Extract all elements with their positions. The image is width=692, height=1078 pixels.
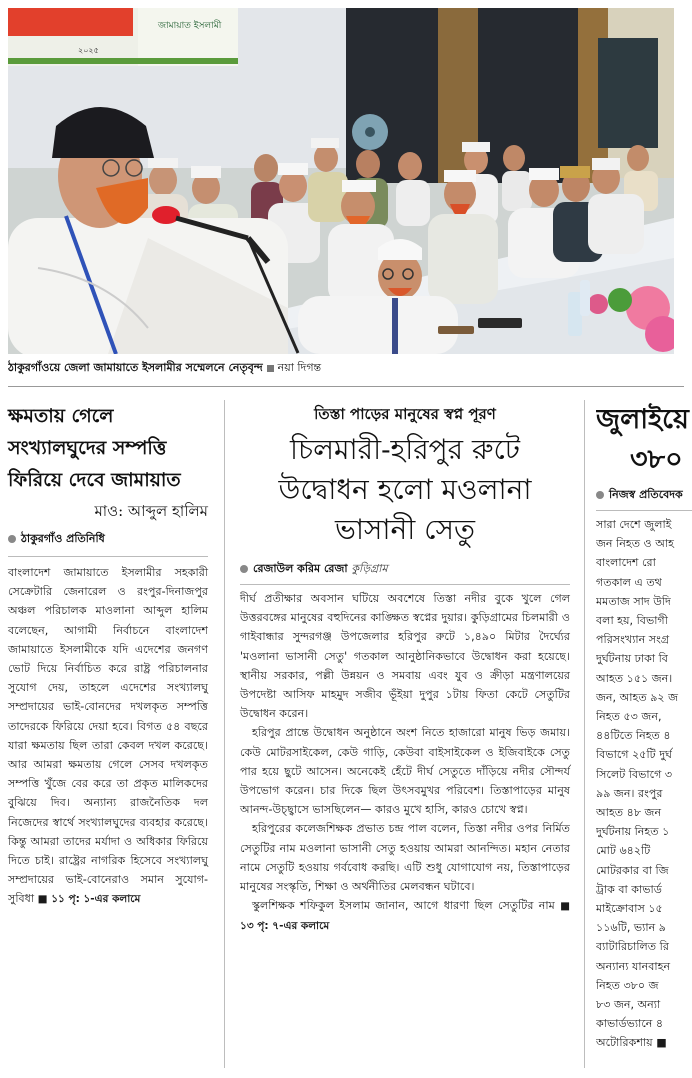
news-photo	[8, 8, 674, 354]
article3-body-line: ১১৬টি, ভ্যান ৯	[596, 921, 666, 935]
article2-headline-line: উদ্বোধন হলো মওলানা	[278, 473, 532, 506]
article-july-accidents	[596, 400, 692, 1078]
article3-body-line: জন, আহত ৯২ জ	[596, 690, 679, 704]
article3-body-line: পরিসংখ্যান সংগ্র	[596, 633, 670, 647]
article3-body-line: মমতাজ সাদ উদি	[596, 594, 671, 608]
article3-reporter	[596, 486, 692, 504]
bullet-dot-icon	[240, 565, 248, 573]
article3-body-line: সিলেট বিভাগে ৩	[596, 767, 673, 781]
article2-headline-line: চিলমারী-হরিপুর রুটে	[290, 433, 520, 466]
article3-body-line: নিহত ৩৮০ জ	[596, 978, 659, 992]
article2-paragraph: দীর্ঘ প্রতীক্ষার অবসান ঘটিয়ে অবশেষে তিস্তা নদীর বুকে খুলে গেল উত্তরবঙ্গের মানুষের বহুদিনের কাঙ্ক্ষিত স্বপ্নের দুয়ার। কুড়িগ্রামের চিলমারী ও গাইবান্ধার সুন্দরগঞ্জ উপজেলার হরিপুর রুটে ১,৪৯০ মিটার দৈর্ঘ্যের 'মওলানা ভাসানী সেতু' গতকাল আনুষ্ঠানিকভাবে উদ্বোধন করা হয়েছে। স্থানীয় সরকার, পল্লী উন্নয়ন ও সমবায় এবং যুব ও ক্রীড়া মন্ত্রণালয়ের উপদেষ্টা আসিফ মাহমুদ সজীব ভূঁইয়া দুপুর ১টায় ফিতা কেটে সেতুটির উদ্বোধন করেন।	[240, 592, 570, 721]
article3-body-line: ব্যাটারিচালিত রি	[596, 940, 669, 954]
article3-body-line: আহত ৪৮ জন	[596, 806, 662, 820]
article1-divider	[8, 556, 208, 557]
article1-continue-link[interactable]: ■ ১১ পৃ: ১-এর কলামে	[37, 893, 141, 906]
banner-text-2: ২০২৫	[78, 46, 99, 55]
article3-divider	[596, 510, 692, 511]
article2-kicker: তিস্তা পাড়ের মানুষের স্বপ্ন পূরণ	[314, 405, 496, 423]
article1-reporter-name: ঠাকুরগাঁও প্রতিনিধি	[21, 532, 105, 545]
article2-paragraph: হরিপুরের কলেজশিক্ষক প্রভাত চন্দ্র পাল বলেন, তিস্তা নদীর ওপর নির্মিত সেতুটির নাম মওলানা ভাসানী সেতু হওয়ায় আমরা আনন্দিত। মহান নেতার নামে সেতুটি হওয়ায় গর্ববোধ করছি। এটি শুধু যোগাযোগ নয়, তিস্তাপাড়ের মানুষের সংস্কৃতি, শিক্ষা ও অর্থনীতির মেলবন্ধন ঘটাবে।	[240, 822, 570, 894]
article3-body-line: ট্রাক বা কাভার্ড	[596, 882, 662, 896]
article3-body-line: অটোরিকশায় ■	[596, 1036, 667, 1050]
article2-continue-link[interactable]: ■ ১৩ পৃ: ৭-এর কলামে	[240, 900, 571, 933]
article3-body-line: ৮৩ জন, অন্যা	[596, 998, 661, 1012]
article2-reporter	[240, 560, 570, 578]
article1-reporter	[8, 530, 208, 548]
article3-body-line: মোট ৬৪২টি	[596, 844, 651, 858]
article1-author: মাও: আব্দুল হালিম	[94, 502, 208, 520]
article-minority-property	[8, 400, 208, 910]
article3-body-line: সারা দেশে জুলাই	[596, 518, 672, 531]
article3-headline[interactable]	[596, 400, 692, 480]
article2-paragraph: হরিপুর প্রান্তে উদ্বোধন অনুষ্ঠানে অংশ নিতে হাজারো মানুষ ভিড় জমায়। কেউ মোটরসাইকেল, কেউ গাড়ি, কেউবা বাইসাইকেল ও ইজিবাইকে সেতু পার হয়ে ছুটে আসেন। অনেকেই হেঁটে দীর্ঘ সেতুতে দাঁড়িয়ে নদীর সৌন্দর্য উপভোগ করেন। চার দিকে ছিল উৎসবমুখর পরিবেশ। তিস্তাপাড়ের মানুষ আনন্দ-উচ্ছ্বাসে ভাসছিলেন— কারও মুখে হাসি, কারও চোখে স্বপ্ন।	[240, 726, 570, 817]
article3-reporter-name: নিজস্ব প্রতিবেদক	[609, 488, 683, 501]
article2-place: কুড়িগ্রাম	[351, 562, 388, 575]
column-separator	[584, 400, 585, 1068]
article3-body-line: বিভাগে ২৫টি দুর্ঘ	[596, 748, 672, 762]
article1-body-text: বাংলাদেশ জামায়াতে ইসলামীর সহকারী সেক্রেটারি জেনারেল ও রংপুর-দিনাজপুর অঞ্চল পরিচালক মাওলানা আব্দুল হালিম বলেছেন, আগামী নির্বাচনে বাংলাদেশ জামায়াতে ইসলামীকে যদি এদেশের জনগণ ভোট দিয়ে নির্বাচিত করে রাষ্ট্র পরিচালনার সুযোগ দেয়, তাহলে এদেশের সংখ্যালঘু সম্প্রদায়ের ভাই-বোনদের দখলকৃত সম্পত্তি তাদেরকে ফিরিয়ে দেয়া হবে। বিগত ৫৪ বছরে যারা ক্ষমতায় ছিল তারা কেবল দখল করেছে। আর আমরা ক্ষমতায় গেলে সেসব দখলকৃত সম্পত্তি খুঁজে বের করে তা প্রকৃত মালিকদের বুঝিয়ে দিব। অন্যান্য রাজনৈতিক দল নিজেদের স্বার্থে সংখ্যালঘুদের ব্যবহার করেছে। কিন্তু আমরা তাদের মর্যাদা ও অধিকার ফিরিয়ে দিতে চাই। রাষ্ট্রের নাগরিক হিসেবে সংখ্যালঘু সম্প্রদায়ের ভাই-বোনেরাও সমান সুযোগ-সুবিধা	[8, 566, 208, 906]
article3-body-line: মোটরকার বা জি	[596, 863, 669, 877]
article3-body-line: গতকাল এ তথ	[596, 575, 662, 589]
article3-body-line: ৯৯ জন। রংপুর	[596, 786, 663, 800]
article1-headline[interactable]	[8, 400, 208, 496]
article3-body-line: জন নিহত ও আহ	[596, 537, 675, 551]
article2-reporter-name: রেজাউল করিম রেজা	[253, 562, 348, 575]
article3-body-line: দুর্ঘটনায় নিহত ১	[596, 825, 670, 839]
article3-body-line: নিহত ৫৩ জন,	[596, 710, 662, 724]
article3-body-line: কাভার্ডভ্যানে ৪	[596, 1017, 664, 1031]
article-bhasani-bridge	[240, 402, 570, 937]
article1-body	[8, 563, 208, 910]
article2-headline[interactable]	[240, 430, 570, 550]
article3-body-line: আহত ১৫১ জন।	[596, 671, 673, 685]
article3-body-line: বাংলাদেশ রো	[596, 556, 656, 570]
article1-headline-line: ক্ষমতায় গেলে	[8, 405, 114, 427]
article2-body	[240, 589, 570, 937]
article3-body-line: দুর্ঘটনায় ঢাকা বি	[596, 652, 668, 666]
banner-text-1: জামায়াত ইসলামী	[158, 21, 222, 31]
article3-body-line: অন্যান্য যানবাহন	[596, 959, 671, 973]
bullet-dot-icon	[8, 535, 16, 543]
photo-credit: নয়া দিগন্ত	[277, 361, 322, 374]
column-separator	[224, 400, 225, 1068]
caption-square-icon	[267, 365, 274, 372]
article3-headline-line: জুলাইয়ে	[596, 404, 689, 435]
photo-caption	[8, 360, 674, 376]
article2-paragraph-text: স্কুলশিক্ষক শফিকুল ইসলাম জানান, আগে ধারণা ছিল সেতুটির নাম	[252, 899, 555, 913]
section-divider	[8, 386, 684, 387]
bullet-dot-icon	[596, 491, 604, 499]
article3-body-line: মাইক্রোবাস ১৫	[596, 902, 663, 916]
article3-headline-line: ৩৮০	[630, 444, 683, 475]
article2-headline-line: ভাসানী সেতু	[334, 513, 476, 546]
article2-paragraph-last	[240, 896, 570, 936]
article3-body-line: ৪৪টিতে নিহত ৪	[596, 729, 671, 743]
photo-caption-text: ঠাকুরগাঁওয়ে জেলা জামায়াতে ইসলামীর সম্মেলনে নেতৃবৃন্দ	[8, 361, 263, 374]
article2-divider	[240, 584, 570, 585]
article1-headline-line: ফিরিয়ে দেবে জামায়াত	[8, 469, 181, 491]
article3-body-line: বলা হয়, বিভাগী	[596, 614, 668, 628]
article1-headline-line: সংখ্যালঘুদের সম্পত্তি	[8, 437, 167, 459]
article3-body	[596, 515, 692, 1053]
